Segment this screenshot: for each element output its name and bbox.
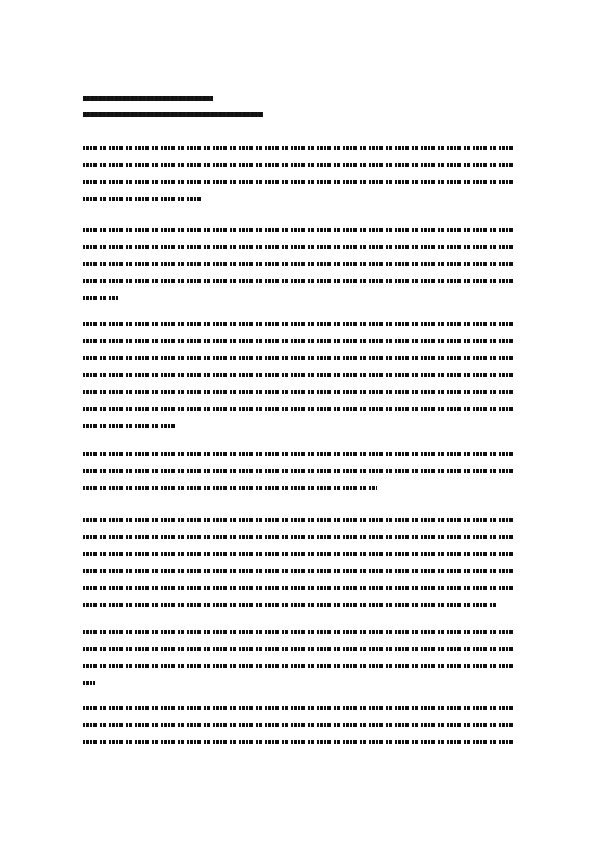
text-line xyxy=(83,630,513,634)
text-line xyxy=(83,723,513,727)
text-line xyxy=(83,245,513,249)
text-line xyxy=(83,706,513,710)
body-paragraph xyxy=(83,228,513,313)
text-line xyxy=(83,552,513,556)
text-line xyxy=(83,407,513,411)
text-line xyxy=(83,452,513,456)
body-paragraph xyxy=(83,630,513,698)
text-line xyxy=(83,180,513,184)
text-line xyxy=(83,197,201,201)
text-line xyxy=(83,228,513,232)
text-line xyxy=(83,603,497,607)
text-line xyxy=(83,322,513,326)
body-paragraph xyxy=(83,146,513,214)
text-line xyxy=(83,163,513,167)
text-line xyxy=(83,647,513,651)
document-header xyxy=(83,96,263,128)
body-paragraph xyxy=(83,706,513,757)
text-line xyxy=(83,373,513,377)
text-line xyxy=(83,279,513,283)
text-line xyxy=(83,262,513,266)
text-line xyxy=(83,356,513,360)
text-line xyxy=(83,681,95,685)
text-line xyxy=(83,535,513,539)
text-line xyxy=(83,740,513,744)
header-text-line xyxy=(83,96,213,101)
text-line xyxy=(83,569,513,573)
text-line xyxy=(83,486,377,490)
text-line xyxy=(83,339,513,343)
body-paragraph xyxy=(83,518,513,620)
text-line xyxy=(83,469,513,473)
text-line xyxy=(83,664,513,668)
text-line xyxy=(83,586,513,590)
body-paragraph xyxy=(83,452,513,503)
header-text-line xyxy=(83,112,263,117)
text-line xyxy=(83,424,177,428)
text-line xyxy=(83,146,513,150)
text-line xyxy=(83,518,513,522)
text-line xyxy=(83,296,119,300)
body-paragraph xyxy=(83,322,513,441)
text-line xyxy=(83,390,513,394)
